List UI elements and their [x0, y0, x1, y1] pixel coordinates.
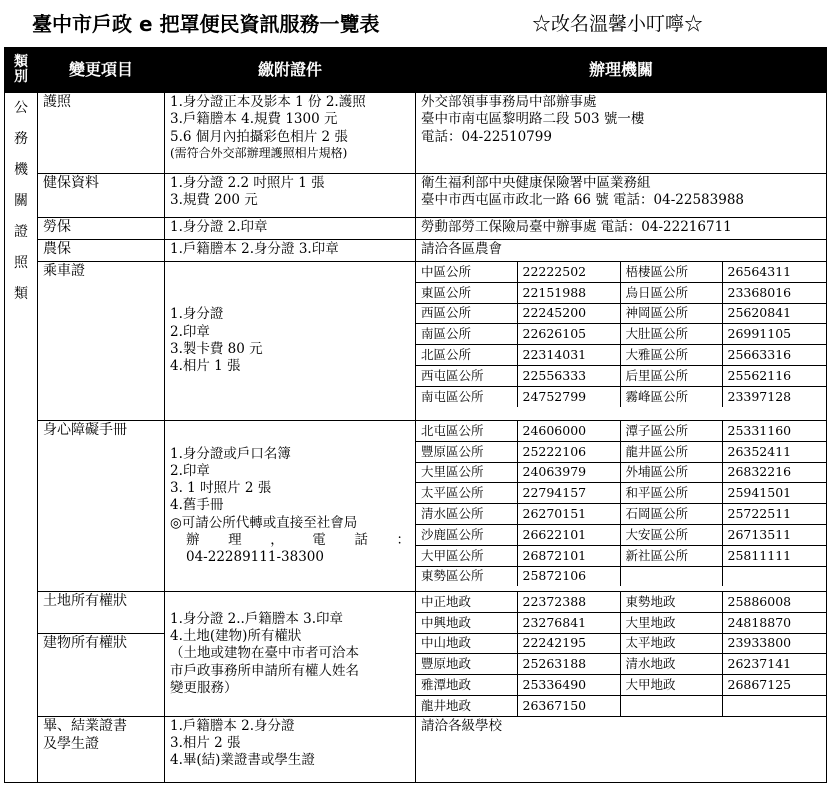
- category-label: 公 務 機 關 證 照 類: [14, 100, 28, 302]
- office-name: 中區公所: [416, 262, 517, 282]
- office-name: 龍井地政: [416, 695, 517, 715]
- office-row: [416, 324, 826, 345]
- office-phone: 25941501: [722, 483, 826, 504]
- office-phone: 25222106: [517, 441, 620, 462]
- item-health: 健保資料: [38, 174, 165, 218]
- office-phone: 26564311: [722, 262, 826, 282]
- office-row: [416, 545, 826, 566]
- docs-health: 1.身分證 2.2 吋照片 1 張 3.規費 200 元: [165, 174, 416, 218]
- office-phone: [722, 566, 826, 586]
- office-phone: 25620841: [722, 303, 826, 324]
- office-phone: 25331160: [722, 421, 826, 441]
- office-phone: 25872106: [517, 566, 620, 586]
- docs-land: 1.身分證 2..戶籍謄本 3.印章 4.土地(建物)所有權狀 （土地或建物在臺中市者可洽本 市戶政事務所申請所有權人姓名 變更服務）: [165, 592, 416, 717]
- office-phone: 25263188: [517, 654, 620, 675]
- office-name: 豐原地政: [416, 654, 517, 675]
- docs-bus: 1.身分證 2.印章 3.製卡費 80 元 4.相片 1 張: [165, 262, 416, 421]
- office-name: 龍井區公所: [620, 441, 722, 462]
- office-phone: 26991105: [722, 324, 826, 345]
- office-phone: 22222502: [517, 262, 620, 282]
- office-table-disability: [416, 421, 826, 586]
- office-name: 霧峰區公所: [620, 386, 722, 406]
- item-farmer: 農保: [38, 240, 165, 262]
- table-row-disability: [5, 421, 827, 592]
- office-name: 和平區公所: [620, 483, 722, 504]
- office-row: [416, 612, 826, 633]
- office-phone: 25562116: [722, 365, 826, 386]
- office-phone: 26237141: [722, 654, 826, 675]
- table-header-row: [5, 48, 827, 93]
- header-category: 類 別: [5, 48, 38, 93]
- office-row: [416, 386, 826, 406]
- agency-labor: 勞動部勞工保險局臺中辦事處 電話：04-22216711: [416, 218, 827, 240]
- office-phone: 26622101: [517, 524, 620, 545]
- category-cell: [5, 93, 38, 783]
- office-name: 梧棲區公所: [620, 262, 722, 282]
- office-name: 沙鹿區公所: [416, 524, 517, 545]
- table-row-labor: [5, 218, 827, 240]
- docs-disability-justified: 辦 理 ， 電 話 ：: [186, 531, 410, 548]
- office-name: 南區公所: [416, 324, 517, 345]
- item-building: 建物所有權狀: [38, 633, 165, 716]
- item-bus: 乘車證: [38, 262, 165, 421]
- office-name: 潭子區公所: [620, 421, 722, 441]
- office-phone: 22242195: [517, 633, 620, 654]
- table-row-passport: [5, 93, 827, 174]
- office-phone: 26832216: [722, 462, 826, 483]
- office-name: 中正地政: [416, 592, 517, 612]
- office-name: 大里區公所: [416, 462, 517, 483]
- office-name: 大雅區公所: [620, 345, 722, 366]
- office-name: 大甲地政: [620, 675, 722, 696]
- office-phone: 22151988: [517, 282, 620, 303]
- office-row: [416, 441, 826, 462]
- office-phone: 24752799: [517, 386, 620, 406]
- page-subtitle: ☆改名溫馨小叮嚀☆: [532, 13, 704, 35]
- office-name: 大里地政: [620, 612, 722, 633]
- office-name: 南屯區公所: [416, 386, 517, 406]
- office-phone: 26352411: [722, 441, 826, 462]
- office-name: 中山地政: [416, 633, 517, 654]
- office-row: [416, 633, 826, 654]
- office-table-bus: [416, 262, 826, 407]
- office-name: [620, 566, 722, 586]
- office-name: 東勢地政: [620, 592, 722, 612]
- docs-labor: 1.身分證 2.印章: [165, 218, 416, 240]
- office-name: [620, 695, 722, 715]
- office-name: 大肚區公所: [620, 324, 722, 345]
- office-row: [416, 483, 826, 504]
- office-row: [416, 592, 826, 612]
- office-row: [416, 462, 826, 483]
- agency-health: 衛生福利部中央健康保險署中區業務組 臺中市西屯區市政北一路 66 號 電話：04-22583988: [416, 174, 827, 218]
- office-phone: 25886008: [722, 592, 826, 612]
- office-name: 后里區公所: [620, 365, 722, 386]
- item-labor: 勞保: [38, 218, 165, 240]
- office-name: 西區公所: [416, 303, 517, 324]
- office-phone: 26713511: [722, 524, 826, 545]
- office-name: 大甲區公所: [416, 545, 517, 566]
- office-phone: 25722511: [722, 504, 826, 525]
- office-phone: 24606000: [517, 421, 620, 441]
- office-name: 豐原區公所: [416, 441, 517, 462]
- office-phone: 25811111: [722, 545, 826, 566]
- office-name: 大安區公所: [620, 524, 722, 545]
- office-phone: 24818870: [722, 612, 826, 633]
- table-row-graduation: [5, 716, 827, 782]
- office-phone: 26872101: [517, 545, 620, 566]
- office-phone: 23276841: [517, 612, 620, 633]
- office-row: [416, 695, 826, 715]
- office-phone: 26867125: [722, 675, 826, 696]
- table-row-bus: [5, 262, 827, 421]
- agency-passport: 外交部領事事務局中部辦事處 臺中市南屯區黎明路二段 503 號一樓 電話：04-22510799: [416, 93, 827, 174]
- office-name: 神岡區公所: [620, 303, 722, 324]
- office-phone: 24063979: [517, 462, 620, 483]
- office-row: [416, 421, 826, 441]
- office-phone: 26270151: [517, 504, 620, 525]
- office-row: [416, 365, 826, 386]
- office-row: [416, 654, 826, 675]
- office-name: 外埔區公所: [620, 462, 722, 483]
- office-row: [416, 262, 826, 282]
- office-name: 新社區公所: [620, 545, 722, 566]
- office-phone: 25336490: [517, 675, 620, 696]
- office-name: 石岡區公所: [620, 504, 722, 525]
- docs-disability: 1.身分證或戶口名簿 2.印章 3. 1 吋照片 2 張 4.舊手冊 ◎可請公所代轉或直接至社會局 辦 理 ， 電 話 ： 04-22289111-38300: [165, 421, 416, 592]
- office-name: 北屯區公所: [416, 421, 517, 441]
- office-phone: 22626105: [517, 324, 620, 345]
- office-name: 清水地政: [620, 654, 722, 675]
- office-name: 烏日區公所: [620, 282, 722, 303]
- office-phone: 22556333: [517, 365, 620, 386]
- table-row-health: [5, 174, 827, 218]
- office-name: 西屯區公所: [416, 365, 517, 386]
- office-name: 東區公所: [416, 282, 517, 303]
- office-phone: 22314031: [517, 345, 620, 366]
- office-table-land: [416, 592, 826, 716]
- header-item: 變更項目: [38, 48, 165, 93]
- office-phone: 23397128: [727, 388, 792, 404]
- office-phone: 23933800: [722, 633, 826, 654]
- office-phone: [722, 695, 826, 715]
- office-name: 東勢區公所: [416, 566, 517, 586]
- office-row: [416, 282, 826, 303]
- office-phone: 22245200: [517, 303, 620, 324]
- docs-graduation: 1.戶籍謄本 2.身分證 3.相片 2 張 4.畢(結)業證書或學生證: [165, 716, 416, 782]
- office-phone: 22372388: [517, 592, 620, 612]
- table-row-farmer: [5, 240, 827, 262]
- office-phone: 23368016: [722, 282, 826, 303]
- page-title: 臺中市戶政 e 把罩便民資訊服務一覽表: [32, 12, 380, 36]
- item-graduation: 畢、結業證書 及學生證: [38, 716, 165, 782]
- office-phone: 26367150: [517, 695, 620, 715]
- office-row: [416, 504, 826, 525]
- item-passport: 護照: [38, 93, 165, 174]
- office-name: 太平地政: [620, 633, 722, 654]
- office-phone: 22794157: [517, 483, 620, 504]
- agency-land: [416, 592, 827, 717]
- office-phone: 25663316: [722, 345, 826, 366]
- office-name: 雅潭地政: [416, 675, 517, 696]
- item-land: 土地所有權狀: [38, 592, 165, 634]
- header-agency: 辦理機關: [416, 48, 827, 93]
- agency-disability: [416, 421, 827, 592]
- agency-graduation: 請洽各級學校: [416, 716, 827, 782]
- item-disability: 身心障礙手冊: [38, 421, 165, 592]
- agency-bus: [416, 262, 827, 421]
- office-name: 清水區公所: [416, 504, 517, 525]
- office-name: 北區公所: [416, 345, 517, 366]
- office-name: 中興地政: [416, 612, 517, 633]
- docs-farmer: 1.戶籍謄本 2.身分證 3.印章: [165, 240, 416, 262]
- table-row-land: [5, 592, 827, 634]
- agency-farmer: 請洽各區農會: [416, 240, 827, 262]
- service-table: [4, 47, 827, 783]
- header-documents: 繳附證件: [165, 48, 416, 93]
- office-row: [416, 566, 826, 586]
- office-row: [416, 345, 826, 366]
- docs-passport: 1.身分證正本及影本 1 份 2.護照 3.戶籍謄本 4.規費 1300 元 5.6 個月內拍攝彩色相片 2 張 (需符合外交部辦理護照相片規格): [165, 93, 416, 174]
- office-row: [416, 303, 826, 324]
- office-row: [416, 524, 826, 545]
- office-row: [416, 675, 826, 696]
- office-name: 太平區公所: [416, 483, 517, 504]
